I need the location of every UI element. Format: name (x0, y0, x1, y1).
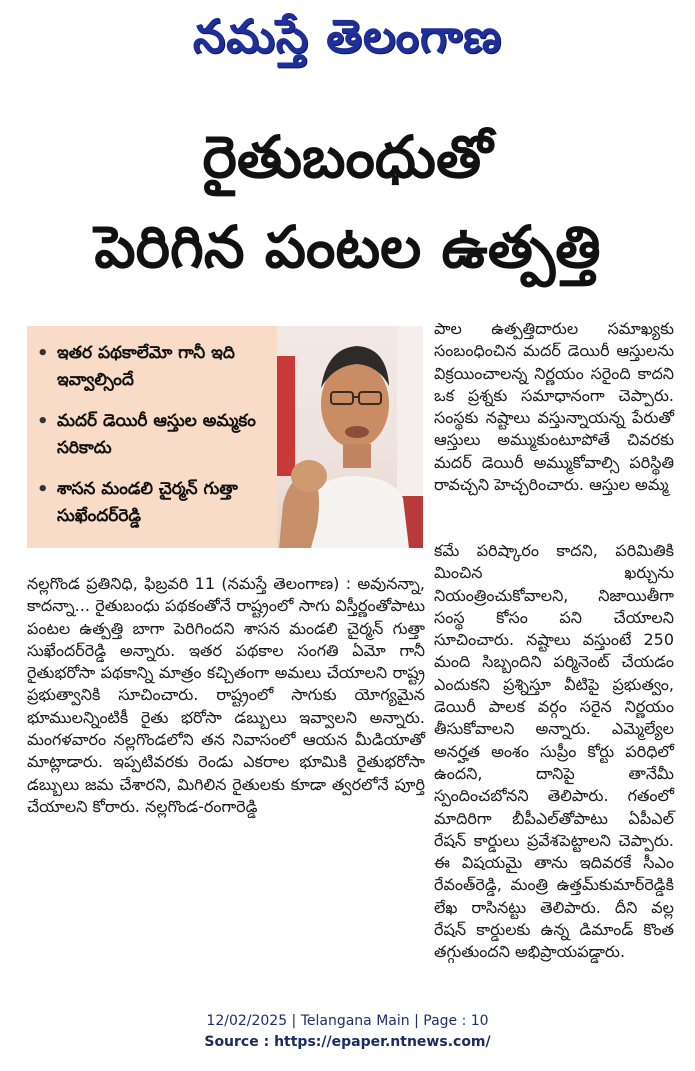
newspaper-title: నమస్తే తెలంగాణ (192, 9, 503, 63)
article-column-right-top: పాల ఉత్పత్తిదారుల సమాఖ్యకు సంబంధించిన మదర్ డెయిరీ ఆస్తులను విక్రయించాలన్న నిర్ణయం సరైంది కాదని ఒక ప్రశ్నకు సమాధానంగా చెప్పారు. సంస్థకు నష్టాలు వస్తున్నాయన్న పేరుతో ఆస్తులు అమ్ముకుంటూపోతే చివరకు మదర్ డెయిరీ అమ్ముకోవాల్సి పరిస్థితి రావచ్చని హెచ్చరించారు. ఆస్తుల అమ్మ (434, 319, 674, 495)
masthead (0, 4, 695, 70)
article-column-left: నల్లగొండ ప్రతినిధి, ఫిబ్రవరి 11 (నమస్తే తెలంగాణ) : అవునన్నా, కాదన్నా... రైతుబంధు పథకంతోనే రాష్ట్రంలో సాగు విస్తీర్ణంతోపాటు పంటల ఉత్పత్తి బాగా పెరిగిందని శాసన మండలి చైర్మన్ గుత్తా సుఖేందర్‌రెడ్డి అన్నారు. ఇతర పథకాల సంగతి ఏమో గానీ రైతుభరోసా పథకాన్ని మాత్రం కచ్చితంగా అమలు చేయాలని రాష్ట్ర ప్రభుత్వానికి సూచించారు. రాష్ట్రంలో సాగుకు యోగ్యమైన భూములన్నింటికీ రైతు భరోసా డబ్బులు ఇవ్వాలని అన్నారు. మంగళవారం నల్లగొండలోని తన నివాసంలో ఆయన మీడియాతో మాట్లాడారు. ఇప్పటివరకు రెండు ఎకరాల భూమికి రైతుభరోసా డబ్బులు జమ చేశారని, మిగిలిన రైతులకు కూడా త్వరలోనే పూర్తి చేయాలని కోరారు. నల్లగొండ-రంగారెడ్డి (27, 574, 425, 816)
headline-line-1: రైతుబంధుతో (202, 123, 493, 191)
highlight-item: • శాసన మండలి చైర్మన్ గుత్తా సుఖేందర్‌రెడ్డి (37, 476, 269, 530)
portrait-illustration (277, 326, 423, 548)
highlight-item: • ఇతర పథకాలేమో గానీ ఇది ఇవ్వాల్సిందే (37, 340, 269, 394)
highlight-item: • మదర్ డెయిరీ ఆస్తుల అమ్మకం సరికాదు (37, 408, 269, 462)
edition-info: 12/02/2025 | Telangana Main | Page : 10 (206, 1013, 489, 1029)
speaker-photo (277, 326, 423, 548)
bullet-icon: • (37, 479, 49, 500)
article-column-right-bottom: కమే పరిష్కారం కాదని, పరిమితికి మించిన ఖర్చును నియంత్రించుకోవాలని, నిజాయితీగా సంస్థ కోసం పని చేయాలని సూచించారు. నష్టాలు వస్తుంటే 250 మంది సిబ్బందిని పర్మినెంట్ చేయడం ఎందుకని ప్రశ్నిస్తూ వీటిపై ప్రభుత్వం, డెయిరీ పాలక వర్గం సరైన నిర్ణయం తీసుకోవాలని అన్నారు. ఎమ్మెల్యేల అనర్హత అంశం సుప్రీం కోర్టు పరిధిలో ఉందని, దానిపై తానేమీ స్పందించబోనని తెలిపారు. గతంలో మాదిరిగా బీపీఎల్‌తోపాటు ఏపీఎల్ రేషన్ కార్డులు ప్రవేశపెట్టాలని చెప్పారు. ఈ విషయమై తాను ఇదివరకే సీఎం రేవంత్‌రెడ్డి, మంత్రి ఉత్తమ్‌కుమార్‌రెడ్డికి లేఖ రాసినట్టు తెలిపారు. దీని వల్ల రేషన్ కార్డులకు ఉన్న డిమాండ్ కొంత తగ్గుతుందని అభిప్రాయపడ్డారు. (434, 541, 674, 962)
headline-line-2: పెరిగిన పంటల ఉత్పత్తి (94, 213, 601, 281)
source-link[interactable]: Source : https://epaper.ntnews.com/ (204, 1034, 491, 1050)
bullet-icon: • (37, 411, 49, 432)
highlights-list (27, 326, 277, 530)
highlights-box (27, 326, 277, 548)
bullet-icon: • (37, 343, 49, 364)
